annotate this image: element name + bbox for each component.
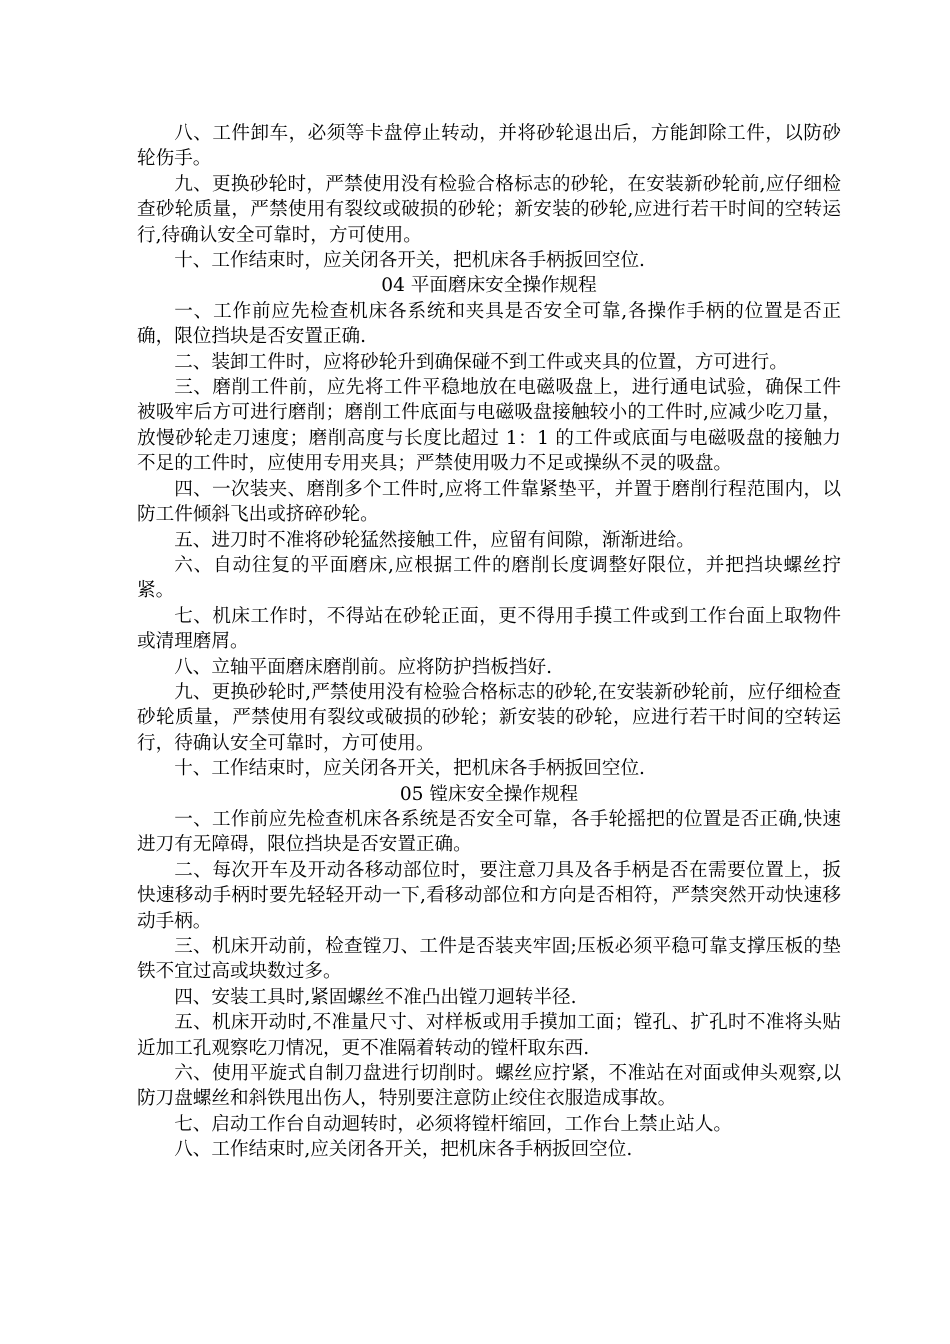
paragraph: 十、工作结束时，应关闭各开关，把机床各手柄扳回空位. bbox=[174, 250, 645, 272]
paragraph: 一、工作前应先检查机床各系统和夹具是否安全可靠,各操作手柄的位置是否正确，限位挡块是否安置正确. bbox=[137, 300, 841, 348]
paragraph: 二、装卸工件时，应将砂轮升到确保碰不到工件或夹具的位置，方可进行。 bbox=[174, 351, 788, 373]
paragraph: 九、更换砂轮时,严禁使用没有检验合格标志的砂轮,在安装新砂轮前，应仔细检查砂轮质量，严禁使用有裂纹或破损的砂轮；新安装的砂轮，应进行若干时间的空转运行，待确认安全可靠时，方可使用。 bbox=[137, 681, 841, 754]
section-heading: 04 平面磨床安全操作规程 bbox=[381, 275, 597, 297]
section-heading: 05 镗床安全操作规程 bbox=[399, 783, 579, 805]
paragraph: 四、一次装夹、磨削多个工件时,应将工件靠紧垫平，并置于磨削行程范围内，以防工件倾斜飞出或挤碎砂轮。 bbox=[137, 478, 841, 526]
paragraph: 七、启动工作台自动迴转时，必须将镗杆缩回，工作台上禁止站人。 bbox=[174, 1113, 733, 1135]
paragraph: 八、立轴平面磨床磨削前。应将防护挡板挡好. bbox=[174, 656, 552, 678]
paragraph: 八、工件卸车，必须等卡盘停止转动，并将砂轮退出后，方能卸除工件，以防砂轮伤手。 bbox=[137, 123, 841, 170]
paragraph: 七、机床工作时，不得站在砂轮正面，更不得用手摸工件或到工作台面上取物件或清理磨屑。 bbox=[137, 605, 841, 653]
document-page bbox=[137, 121, 841, 1163]
paragraph: 五、机床开动时,不准量尺寸、对样板或用手摸加工面；镗孔、扩孔时不准将头贴近加工孔观察吃刀情况，更不准隔着转动的镗杆取东西. bbox=[137, 1012, 841, 1059]
paragraph: 六、自动往复的平面磨床,应根据工件的磨削长度调整好限位，并把挡块螺丝拧紧。 bbox=[137, 554, 841, 602]
paragraph: 八、工作结束时,应关闭各开关，把机床各手柄扳回空位. bbox=[174, 1139, 633, 1161]
paragraph: 六、使用平旋式自制刀盘进行切削时。螺丝应拧紧，不准站在对面或伸头观察,以防刀盘螺丝和斜铁甩出伤人，特别要注意防止绞住衣服造成事故。 bbox=[137, 1063, 841, 1110]
paragraph: 一、工作前应先检查机床各系统是否安全可靠，各手轮摇把的位置是否正确,快速进刀有无障碍，限位挡块是否安置正确。 bbox=[137, 808, 841, 856]
paragraph: 十、工作结束时，应关闭各开关，把机床各手柄扳回空位. bbox=[174, 758, 645, 780]
paragraph: 三、磨削工件前，应先将工件平稳地放在电磁吸盘上，进行通电试验，确保工件被吸牢后方可进行磨削；磨削工件底面与电磁吸盘接触较小的工件时,应减少吃刀量，放慢砂轮走刀速度；磨削高度与长度比超过 1：1 的工件或底面与电磁吸盘的接触力不足的工件时，应使用专用夹具；严禁使用吸力不足或操纵不灵的吸盘。 bbox=[137, 377, 841, 475]
paragraph: 二、每次开车及开动各移动部位时，要注意刀具及各手柄是否在需要位置上，扳快速移动手柄时要先轻轻开动一下,看移动部位和方向是否相符，严禁突然开动快速移动手柄。 bbox=[137, 859, 841, 932]
paragraph: 三、机床开动前，检查镗刀、工件是否装夹牢固;压板必须平稳可靠支撑压板的垫铁不宜过高或块数过多。 bbox=[137, 936, 841, 983]
paragraph: 五、进刀时不准将砂轮猛然接触工件，应留有间隙，渐渐进给。 bbox=[174, 529, 695, 551]
paragraph: 九、更换砂轮时，严禁使用没有检验合格标志的砂轮，在安装新砂轮前,应仔细检查砂轮质量，严禁使用有裂纹或破损的砂轮；新安装的砂轮,应进行若干时间的空转运行,待确认安全可靠时，方可使用。 bbox=[137, 173, 841, 246]
paragraph: 四、安装工具时,紧固螺丝不准凸出镗刀迴转半径. bbox=[174, 986, 577, 1008]
